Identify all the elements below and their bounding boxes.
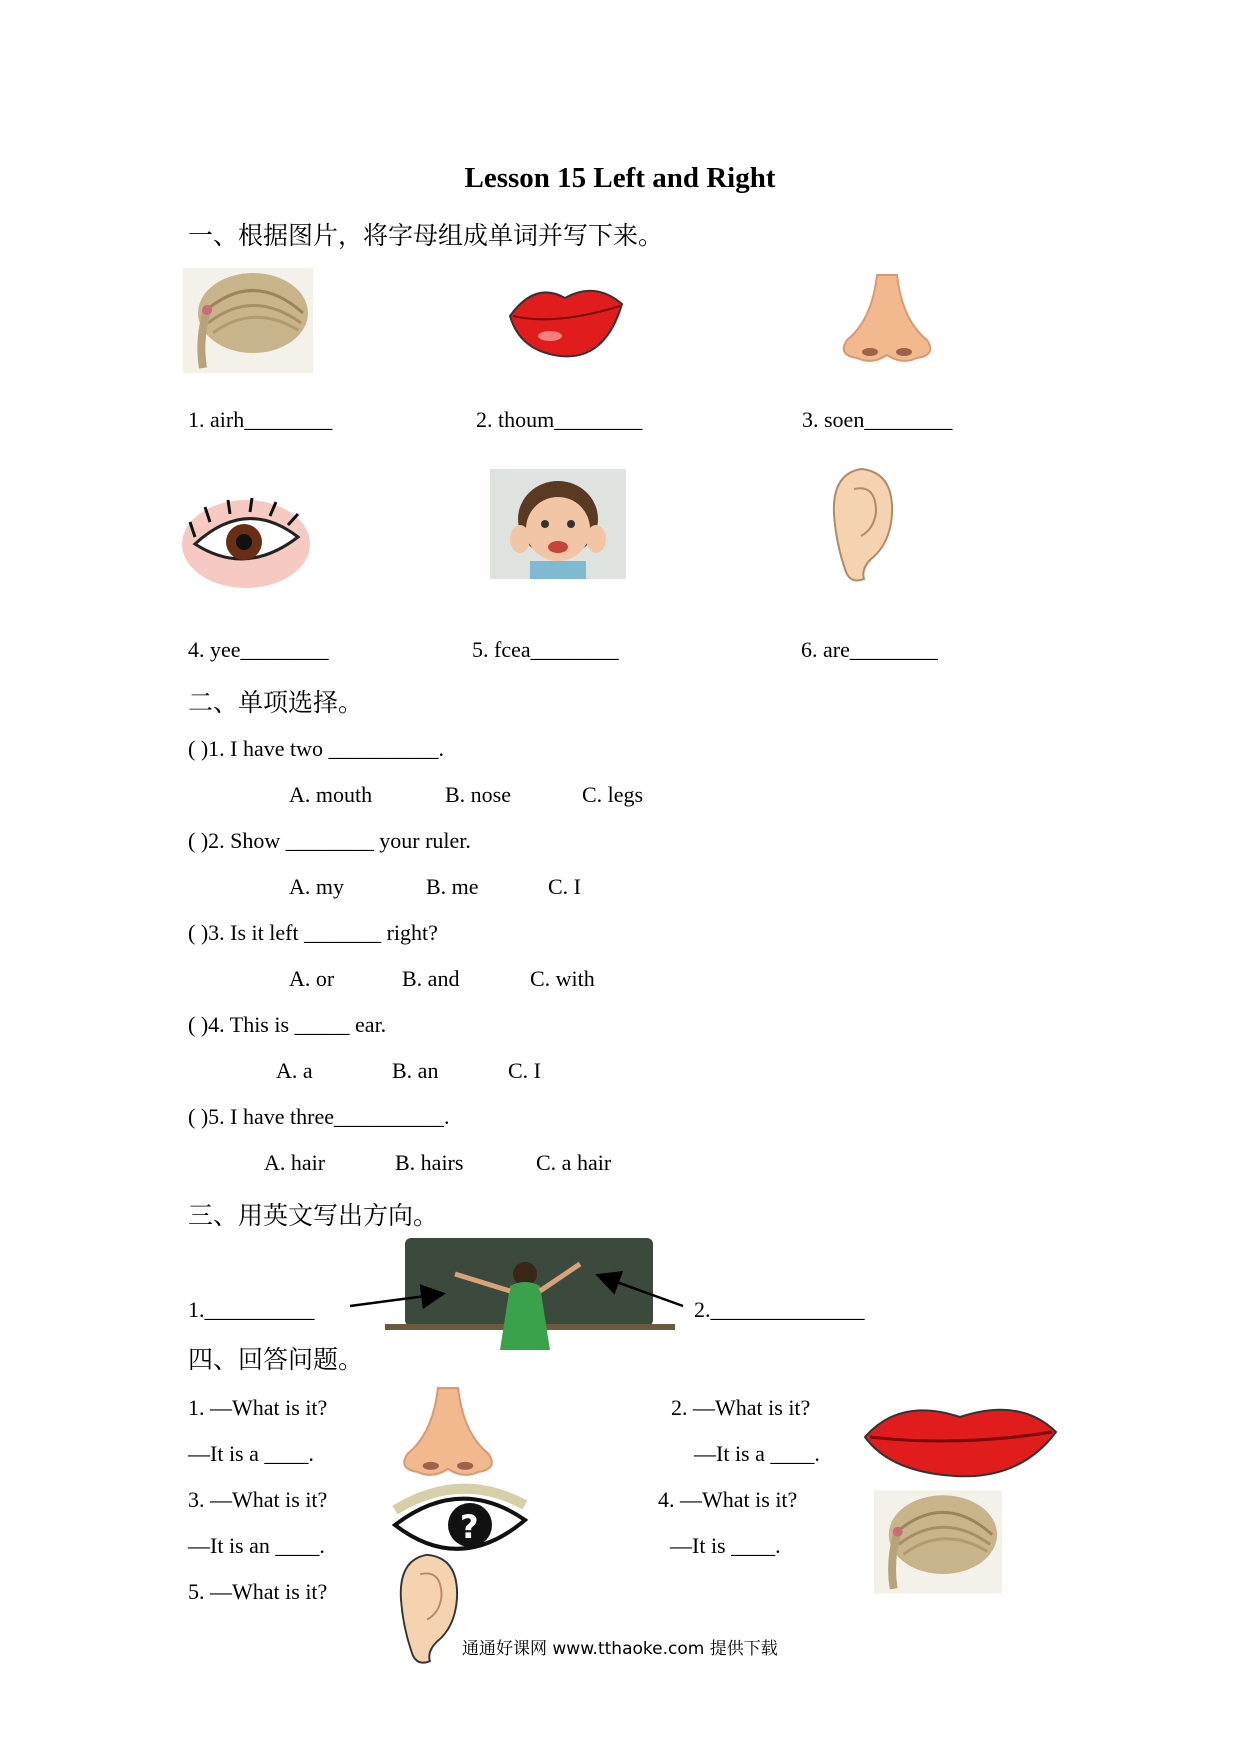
q3-option-a: A. or — [289, 966, 335, 991]
question-3: ( )3. Is it left _______ right? — [188, 920, 438, 945]
s4-question-3: 3. —What is it? — [188, 1487, 328, 1512]
teacher-at-blackboard-icon — [345, 1236, 690, 1352]
q1-option-b: B. nose — [445, 782, 511, 807]
q3-option-b: B. and — [402, 966, 460, 991]
q2-option-b: B. me — [426, 874, 479, 899]
eye-icon — [390, 1480, 530, 1558]
s4-answer-1: —It is a ____. — [188, 1441, 314, 1466]
s4-answer-3: —It is an ____. — [188, 1533, 325, 1558]
item-3: 3. soen________ — [802, 407, 953, 432]
s4-question-4: 4. —What is it? — [658, 1487, 798, 1512]
eye-icon — [180, 492, 312, 590]
hair-icon — [183, 268, 313, 373]
lips-icon — [860, 1392, 1060, 1480]
section3-heading: 三、用英文写出方向。 — [188, 1201, 439, 1230]
q2-option-c: C. I — [548, 874, 581, 899]
q3-option-c: C. with — [530, 966, 595, 991]
s4-question-2: 2. —What is it? — [671, 1395, 811, 1420]
q5-option-b: B. hairs — [395, 1150, 464, 1175]
lips-icon — [505, 276, 625, 361]
question-1: ( )1. I have two __________. — [188, 736, 445, 761]
nose-icon — [392, 1383, 504, 1479]
q4-option-a: A. a — [276, 1058, 313, 1083]
s4-question-1: 1. —What is it? — [188, 1395, 328, 1420]
nose-icon — [832, 270, 942, 365]
question-5: ( )5. I have three__________. — [188, 1104, 450, 1129]
item-4: 4. yee________ — [188, 637, 329, 662]
hair-icon — [874, 1490, 1002, 1594]
q4-option-c: C. I — [508, 1058, 541, 1083]
ear-icon — [392, 1550, 462, 1668]
item-6: 6. are________ — [801, 637, 938, 662]
direction-blank-1: 1.__________ — [188, 1297, 315, 1322]
section1-heading: 一、根据图片，将字母组成单词并写下来。 — [188, 221, 664, 250]
item-5: 5. fcea________ — [472, 637, 619, 662]
s4-answer-4: —It is ____. — [670, 1533, 781, 1558]
footer-watermark: 通通好课网 www.tthaoke.com 提供下载 — [462, 1639, 778, 1659]
q4-option-b: B. an — [392, 1058, 439, 1083]
face-icon — [490, 469, 626, 579]
q1-option-a: A. mouth — [289, 782, 373, 807]
page-title: Lesson 15 Left and Right — [464, 162, 776, 194]
section4-heading: 四、回答问题。 — [188, 1345, 364, 1374]
s4-answer-2: —It is a ____. — [694, 1441, 820, 1466]
q2-option-a: A. my — [289, 874, 344, 899]
s4-question-5: 5. —What is it? — [188, 1579, 328, 1604]
item-2: 2. thoum________ — [476, 407, 643, 432]
ear-icon — [826, 464, 896, 586]
svg-text:?: ? — [460, 1508, 479, 1546]
question-2: ( )2. Show ________ your ruler. — [188, 828, 471, 853]
section2-heading: 二、单项选择。 — [188, 688, 364, 717]
item-1: 1. airh________ — [188, 407, 333, 432]
question-4: ( )4. This is _____ ear. — [188, 1012, 387, 1037]
direction-blank-2: 2.______________ — [694, 1297, 865, 1322]
q1-option-c: C. legs — [582, 782, 644, 807]
q5-option-a: A. hair — [264, 1150, 326, 1175]
q5-option-c: C. a hair — [536, 1150, 612, 1175]
